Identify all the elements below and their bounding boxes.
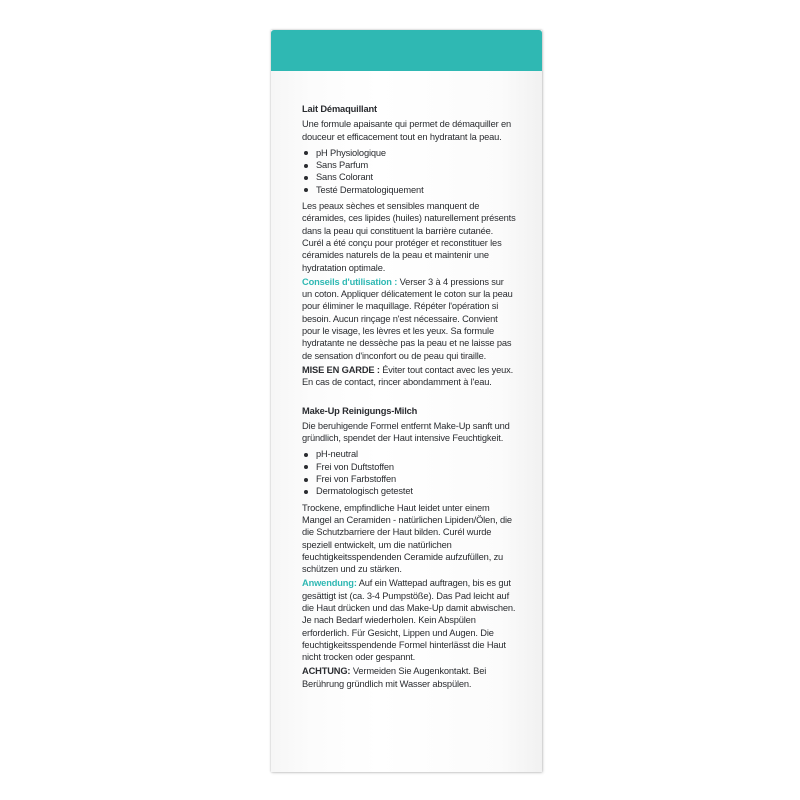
german-intro: Die beruhigende Formel entfernt Make-Up sanft und gründlich, spendet der Haut intensive Feuchtigkeit. <box>302 420 510 444</box>
french-body: Les peaux sèches et sensibles manquent de céramides, ces lipides (huiles) naturellement présents dans la peau qui constituent la barrière cutanée. Curél a été conçu pour protéger et reconstituer les céramides naturels de la peau et maintenir une hydratation optimale. <box>302 201 516 273</box>
french-warning <box>302 364 516 389</box>
list-item: Sans Parfum <box>302 159 516 171</box>
german-section <box>302 405 516 691</box>
product-box <box>271 30 542 772</box>
french-section <box>302 103 516 389</box>
german-usage-text: Auf ein Wattepad auftragen, bis es gut gesättigt ist (ca. 3-4 Pumpstöße). Das Pad leicht auf die Haut drücken und das Make-Up damit abwischen. Je nach Bedarf wiederholen. Kein Abspülen erforderlich. Für Gesicht, Lippen und Augen. Die feuchtigkeitsspendende Formel hinterlässt die Haut nicht trocken oder gespannt. <box>302 578 516 663</box>
list-item: pH-neutral <box>302 448 516 460</box>
list-item: pH Physiologique <box>302 147 516 159</box>
german-title: Make-Up Reinigungs-Milch <box>302 405 418 416</box>
list-item: Dermatologisch getestet <box>302 485 516 497</box>
list-item: Sans Colorant <box>302 171 516 183</box>
german-usage <box>302 577 516 663</box>
teal-header-band <box>271 30 542 71</box>
list-item: Testé Dermatologiquement <box>302 184 516 196</box>
french-warning-text: Éviter tout contact avec les yeux. En cas de contact, rincer abondamment à l'eau. <box>302 364 514 388</box>
german-usage-label: Anwendung: <box>302 578 357 589</box>
german-warning-text: Vermeiden Sie Augenkontakt. Bei Berührung gründlich mit Wasser abspülen. <box>302 666 487 689</box>
french-usage-text: Verser 3 à 4 pressions sur un coton. Appliquer délicatement le coton sur la peau pour éliminer le maquillage. Répéter l'opération si besoin. Aucun rinçage n'est nécessaire. Convient pour le visage, les lèvres et les yeux. Sa formule hydratante ne dessèche pas la peau et ne laisse pas de sensation d'inconfort ou de peau qui tiraille. <box>302 276 513 361</box>
french-title: Lait Démaquillant <box>302 104 377 114</box>
french-usage <box>302 276 516 362</box>
list-item: Frei von Duftstoffen <box>302 461 516 473</box>
list-item: Frei von Farbstoffen <box>302 473 516 485</box>
german-bullets <box>302 448 516 497</box>
french-usage-label: Conseils d'utilisation : <box>302 276 398 287</box>
french-bullets <box>302 147 516 196</box>
french-intro: Une formule apaisante qui permet de démaquiller en douceur et efficacement tout en hydratant la peau. <box>302 119 512 142</box>
label-text <box>302 103 516 690</box>
german-warning-label: ACHTUNG: <box>302 666 351 677</box>
french-warning-label: MISE EN GARDE : <box>302 364 380 375</box>
german-body: Trockene, empfindliche Haut leidet unter einem Mangel an Ceramiden - natürlichen Lipiden/Ölen, die die Schutzbarriere der Haut bilden. Curél wurde speziell entwickelt, um die natürlichen feuchtigkeitsspendenden Ceramide aufzufüllen, zu schützen und zu stärken. <box>302 502 512 575</box>
german-warning <box>302 665 516 690</box>
